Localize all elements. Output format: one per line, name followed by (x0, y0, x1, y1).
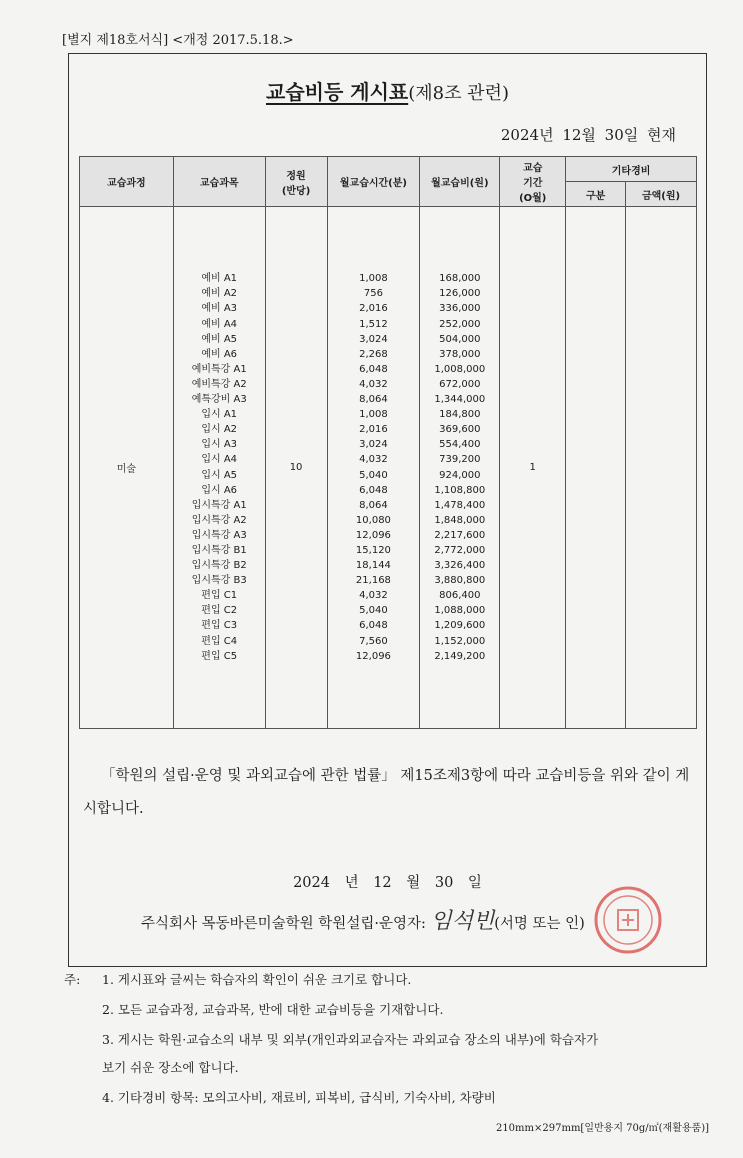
hours-value: 3,024 (359, 439, 388, 451)
notice-text: 「학원의 설립·운영 및 과외교습에 관한 법률」 제15조제3항에 따라 교습비등을 위와 같이 게시합니다. (83, 768, 690, 817)
capacity-cell: 10 (265, 207, 327, 729)
document-title (69, 76, 706, 105)
fee-value: 1,152,000 (434, 635, 486, 647)
fee-value: 806,400 (439, 590, 481, 602)
hours-value: 6,048 (359, 484, 388, 496)
subject-item: 입시특강 A3 (191, 529, 247, 541)
fee-value: 1,344,000 (434, 394, 486, 406)
header-other: 기타경비 (566, 157, 697, 182)
header-period (500, 157, 566, 207)
fee-column (420, 207, 500, 729)
subject-item: 입시 A4 (201, 454, 238, 466)
note-3-cont: 보기 쉬운 장소에 합니다. (102, 1060, 239, 1075)
subject-item: 입시특강 B1 (191, 544, 247, 556)
note-1: 1. 게시표와 글씨는 학습자의 확인이 쉬운 크기로 합니다. (102, 972, 412, 987)
hours-value: 12,096 (355, 650, 391, 662)
signer-label: 주식회사 목동바른미술학원 학원설립·운영자: (141, 916, 426, 932)
fee-value: 336,000 (439, 303, 481, 315)
hours-value: 5,040 (359, 605, 388, 617)
as-of-date: 2024년 12월 30일 현재 (500, 126, 676, 144)
subject-item: 예비 A5 (201, 333, 238, 345)
subject-item: 편입 C4 (201, 635, 238, 647)
period-cell: 1 (500, 207, 566, 729)
signing-date: 2024 년 12 월 30 일 (293, 875, 482, 891)
subject-item: 입시 A1 (201, 409, 238, 421)
hours-value: 6,048 (359, 620, 388, 632)
header-subject: 교습과목 (173, 157, 265, 207)
fee-value: 168,000 (439, 273, 481, 285)
note-2: 2. 모든 교습과정, 교습과목, 반에 대한 교습비등을 기재합니다. (102, 1002, 444, 1017)
hours-value: 1,008 (359, 273, 388, 285)
subject-item: 예비특강 A1 (191, 363, 247, 375)
subject-item: 편입 C3 (201, 620, 238, 632)
subject-item: 입시 A5 (201, 469, 238, 481)
other-amount-cell (626, 207, 697, 729)
subject-item: 예비 A3 (201, 303, 238, 315)
subject-item: 입시특강 B2 (191, 560, 247, 572)
fee-value: 184,800 (439, 409, 481, 421)
header-other-amount: 금액(원) (626, 182, 697, 207)
subject-list (175, 271, 264, 663)
title-sub: (제8조 관련) (408, 83, 509, 104)
hours-value: 4,032 (359, 378, 388, 390)
fee-value: 672,000 (439, 378, 481, 390)
hours-value: 1,008 (359, 409, 388, 421)
header-other-type: 구분 (566, 182, 626, 207)
hours-value: 2,268 (359, 348, 388, 360)
note-prefix: 주: (64, 972, 81, 987)
subject-item: 편입 C1 (201, 590, 238, 602)
subject-item: 편입 C5 (201, 650, 238, 662)
header-period-line2: 기간 (523, 178, 543, 189)
fee-value: 1,088,000 (434, 605, 486, 617)
hours-value: 2,016 (359, 303, 388, 315)
hours-value: 12,096 (355, 529, 391, 541)
subject-item: 입시 A2 (201, 424, 238, 436)
note-3: 3. 게시는 학원·교습소의 내부 및 외부(개인과외교습자는 과외교습 장소의 내부)에 학습자가 (102, 1032, 599, 1047)
hours-value: 4,032 (359, 454, 388, 466)
fee-value: 3,880,800 (434, 575, 486, 587)
title-main: 교습비등 게시표 (266, 80, 409, 104)
subject-item: 예비특강 A2 (191, 378, 247, 390)
sign-mark: (서명 또는 인) (494, 916, 585, 932)
note-4: 4. 기타경비 항목: 모의고사비, 재료비, 피복비, 급식비, 기숙사비, 차량비 (102, 1090, 496, 1105)
hours-value: 4,032 (359, 590, 388, 602)
document-frame (68, 53, 707, 967)
fee-value: 1,848,000 (434, 514, 486, 526)
header-course: 교습과정 (80, 157, 174, 207)
hours-value: 5,040 (359, 469, 388, 481)
course-cell: 미술 (80, 207, 174, 729)
subject-column (173, 207, 265, 729)
fee-value: 2,149,200 (434, 650, 486, 662)
fee-value: 378,000 (439, 348, 481, 360)
fee-value: 1,108,800 (434, 484, 486, 496)
header-period-line1: 교습 (523, 163, 543, 174)
fee-value: 554,400 (439, 439, 481, 451)
hours-value: 1,512 (359, 318, 388, 330)
hours-value: 8,064 (359, 394, 388, 406)
fee-list (421, 271, 498, 663)
hours-column (327, 207, 420, 729)
hours-value: 756 (363, 288, 383, 300)
hours-value: 15,120 (355, 544, 391, 556)
subject-item: 입시 A3 (201, 439, 238, 451)
fee-value: 1,008,000 (434, 363, 486, 375)
hours-value: 7,560 (359, 635, 388, 647)
header-capacity (265, 157, 327, 207)
subject-item: 예특강비 A3 (191, 394, 247, 406)
fee-value: 3,326,400 (434, 560, 486, 572)
header-hours: 월교습시간(분) (327, 157, 420, 207)
subject-item: 예비 A4 (201, 318, 238, 330)
subject-item: 입시특강 B3 (191, 575, 247, 587)
fee-value: 739,200 (439, 454, 481, 466)
header-fee: 월교습비(원) (420, 157, 500, 207)
fee-value: 2,772,000 (434, 544, 486, 556)
fee-value: 2,217,600 (434, 529, 486, 541)
subject-item: 예비 A1 (201, 273, 238, 285)
fee-value: 504,000 (439, 333, 481, 345)
fee-table (79, 156, 697, 729)
form-number-label: [별지 제18호서식] <개정 2017.5.18.> (62, 33, 294, 48)
fee-value: 126,000 (439, 288, 481, 300)
fee-value: 369,600 (439, 424, 481, 436)
hours-value: 10,080 (355, 514, 391, 526)
hours-value: 21,168 (355, 575, 391, 587)
paper-spec: 210mm×297mm[일반용지 70g/㎡(재활용품)] (495, 1123, 709, 1134)
subject-item: 편입 C2 (201, 605, 238, 617)
signer-line (141, 904, 585, 935)
header-period-line3: (O월) (519, 193, 547, 204)
subject-item: 입시특강 A2 (191, 514, 247, 526)
fee-value: 1,478,400 (434, 499, 486, 511)
hours-value: 6,048 (359, 363, 388, 375)
hours-value: 2,016 (359, 424, 388, 436)
hours-value: 3,024 (359, 333, 388, 345)
hours-list (329, 271, 419, 663)
header-capacity-line2: (반당) (281, 185, 311, 197)
fee-value: 924,000 (439, 469, 481, 481)
fee-value: 252,000 (439, 318, 481, 330)
header-capacity-line1: 정원 (286, 170, 306, 182)
fee-value: 1,209,600 (434, 620, 486, 632)
hours-value: 8,064 (359, 499, 388, 511)
handwritten-signature: 임석빈 (430, 909, 495, 934)
subject-item: 입시특강 A1 (191, 499, 247, 511)
official-seal-icon (592, 884, 664, 956)
hours-value: 18,144 (355, 560, 391, 572)
other-type-cell (566, 207, 626, 729)
subject-item: 입시 A6 (201, 484, 238, 496)
subject-item: 예비 A6 (201, 348, 238, 360)
subject-item: 예비 A2 (201, 288, 238, 300)
